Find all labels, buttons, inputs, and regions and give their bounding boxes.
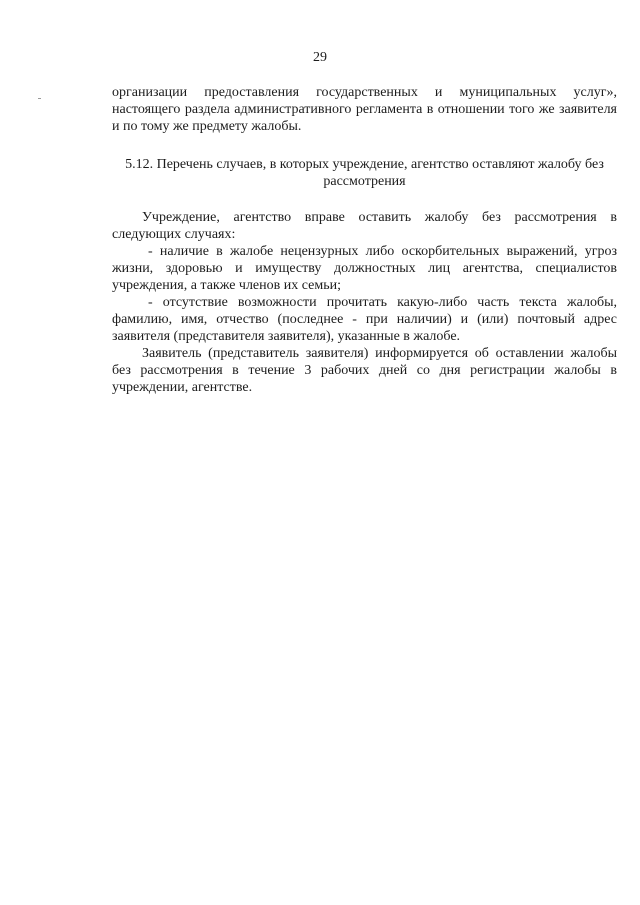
section-heading: 5.12. Перечень случаев, в которых учреждение, агентство оставляют жалобу без рассмотрения [125, 157, 604, 189]
margin-mark [38, 98, 41, 99]
section-body [112, 209, 617, 396]
list-item-obscene-language: - наличие в жалобе нецензурных либо оскорбительных выражений, угроз жизни, здоровью и имуществу должностных лиц агентства, специалистов учреждения, а также членов их семьи; [112, 244, 617, 293]
paragraph-intro: Учреждение, агентство вправе оставить жалобу без рассмотрения в следующих случаях: [112, 210, 617, 242]
continuation-paragraph: организации предоставления государственных и муниципальных услуг», настоящего раздела административного регламента в отношении того же заявителя и по тому же предмету жалобы. [112, 85, 617, 134]
list-item-unreadable-text: - отсутствие возможности прочитать какую-либо часть текста жалобы, фамилию, имя, отчество (последнее - при наличии) и (или) почтовый адрес заявителя (представителя заявителя), указанные в жалобе. [112, 295, 617, 344]
page-number: 29 [313, 50, 327, 65]
continuation-text [112, 84, 617, 135]
paragraph-notification: Заявитель (представитель заявителя) информируется об оставлении жалобы без рассмотрения в течение 3 рабочих дней со дня регистрации жалобы в учреждении, агентстве. [112, 346, 617, 395]
